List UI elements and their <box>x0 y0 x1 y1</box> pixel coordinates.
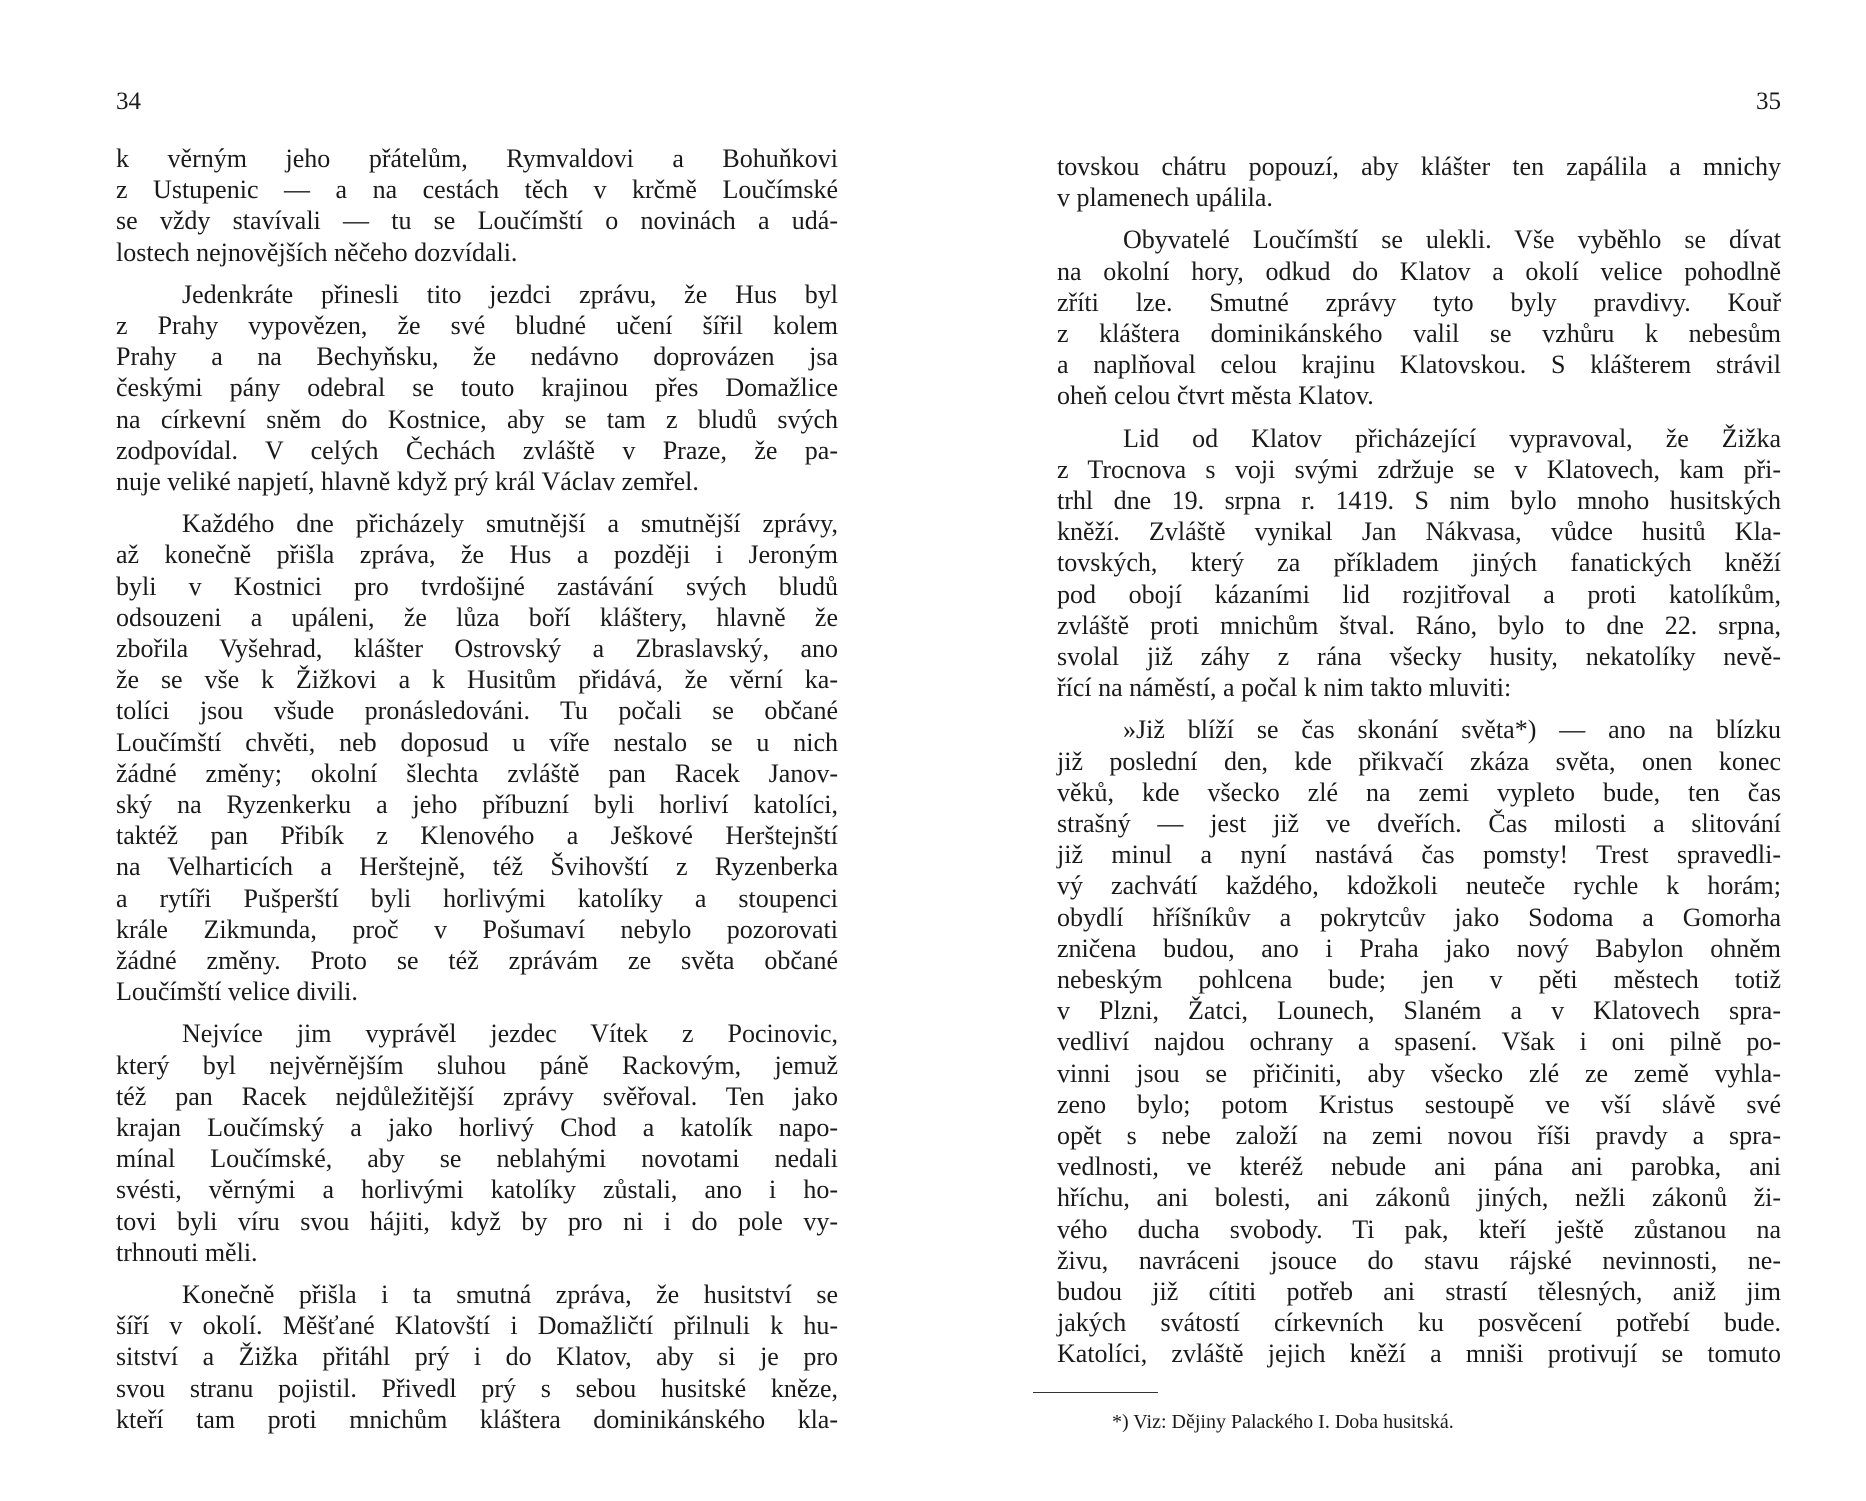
text-line: věků, kde všecko zlé na zemi vypleto bude, ten čas <box>1057 777 1781 807</box>
text-line: vého ducha svobody. Ti pak, kteří ještě zůstanou na <box>1057 1214 1781 1244</box>
text-line: též pan Racek nejdůležitější zprávy svěřoval. Ten jako <box>116 1081 838 1111</box>
text-line: Loučímští velice divili. <box>116 977 358 1007</box>
text-line: Lid od Klatov přicházející vypravoval, že Žižka <box>1123 423 1781 453</box>
text-line: lostech nejnovějších něčeho dozvídali. <box>116 237 518 267</box>
text-line: Prahy a na Bechyňsku, že nedávno doprovázen jsa <box>116 342 838 372</box>
text-line: Loučímští chvěti, neb doposud u víře nestalo se u nich <box>116 727 838 757</box>
text-line: se vždy stavívali — tu se Loučímští o novinách a udá- <box>116 206 838 236</box>
text-line: v plamenech upálila. <box>1057 183 1273 213</box>
text-line: svolal již záhy z rána všecky husity, nekatolíky nevě- <box>1057 642 1781 671</box>
text-line: strašný — jest již ve dveřích. Čas milosti a slitování <box>1057 809 1781 838</box>
text-line: vý zachvátí každého, kdožkoli neuteče rychle k horám; <box>1057 871 1781 901</box>
text-line: krále Zikmunda, proč v Pošumaví nebylo pozorovati <box>116 914 838 944</box>
text-line: zničena budou, ano i Praha jako nový Babylon ohněm <box>1057 933 1781 963</box>
text-line: oheň celou čtvrt města Klatov. <box>1057 381 1374 411</box>
text-line: k věrným jeho přátelům, Rymvaldovi a Bohuňkovi <box>116 144 838 173</box>
text-line: a rytíři Pušperští byli horlivými katolíky a stoupenci <box>116 883 838 913</box>
footnote-divider <box>1033 1392 1158 1393</box>
text-line: českými pány odebral se touto krajinou přes Domažlice <box>116 373 838 403</box>
footnote: *) Viz: Dějiny Palackého I. Doba husitská. <box>1112 1411 1454 1433</box>
text-line: již poslední den, kde přikvačí zkáza světa, onen konec <box>1057 746 1781 776</box>
text-line: na církevní sněm do Kostnice, aby se tam z bludů svých <box>116 404 838 434</box>
text-line: taktéž pan Přibík z Klenového a Ješkové Herštejnští <box>116 821 838 851</box>
text-line: již minul a nyní nastává čas pomsty! Trest spravedli- <box>1057 840 1781 870</box>
text-line: tovskou chátru popouzí, aby klášter ten zapálila a mnichy <box>1057 152 1781 181</box>
text-line: nuje veliké napjetí, hlavně když prý král Václav zemřel. <box>116 467 699 496</box>
text-line: až konečně přišla zpráva, že Hus a později i Jeroným <box>116 540 838 570</box>
text-line: tovi byli víru svou hájiti, když by pro ni i do pole vy- <box>116 1206 838 1236</box>
text-line: živu, navráceni jsouce do stavu rájské nevinnosti, ne- <box>1057 1245 1781 1275</box>
text-line: z Ustupenic — a na cestách těch v krčmě Loučímské <box>116 175 838 205</box>
text-line: ský na Ryzenkerku a jeho příbuzní byli horliví katolíci, <box>116 790 838 819</box>
text-line: Obyvatelé Loučímští se ulekli. Vše vyběhlo se dívat <box>1123 225 1781 255</box>
text-line: svésti, věrnými a horlivými katolíky zůstali, ano i ho- <box>116 1175 838 1205</box>
text-line: z kláštera dominikánského valil se vzhůru k nebesům <box>1057 319 1781 348</box>
page-number: 35 <box>1756 88 1781 115</box>
text-line: řící na náměstí, a počal k nim takto mluviti: <box>1057 673 1512 703</box>
text-line: odsouzeni a upáleni, že lůza boří kláštery, hlavně že <box>116 602 838 632</box>
text-line: hříchu, ani bolesti, ani zákonů jiných, nežli zákonů ži- <box>1057 1183 1781 1213</box>
text-line: tovských, který za příkladem jiných fanatických kněží <box>1057 548 1781 578</box>
text-line: zvláště proti mnichům štval. Ráno, bylo to dne 22. srpna, <box>1057 610 1781 640</box>
text-line: krajan Loučímský a jako horlivý Chod a katolík napo- <box>116 1113 838 1142</box>
page-number: 34 <box>116 88 141 115</box>
text-line: byli v Kostnici pro tvrdošijné zastávání svých bludů <box>116 571 838 601</box>
text-line: Jedenkráte přinesli tito jezdci zprávu, že Hus byl <box>182 279 838 309</box>
text-line: vedlnosti, ve kteréž nebude ani pána ani parobka, ani <box>1057 1152 1781 1182</box>
text-line: obydlí hříšníkův a pokrytcův jako Sodoma a Gomorha <box>1057 902 1781 932</box>
text-line: nebeským pohlcena bude; jen v pěti městech totiž <box>1057 965 1781 994</box>
text-line: Nejvíce jim vyprávěl jezdec Vítek z Pocinovic, <box>182 1019 838 1049</box>
text-line: z Trocnova s voji svými zdržuje se v Klatovech, kam při- <box>1057 454 1781 484</box>
text-line: trhl dne 19. srpna r. 1419. S nim bylo mnoho husitských <box>1057 486 1781 515</box>
text-line: zříti lze. Smutné zprávy tyto byly pravdivy. Kouř <box>1057 287 1781 317</box>
text-line: zodpovídal. V celých Čechách zvláště v Praze, že pa- <box>116 435 838 465</box>
text-line: tolíci jsou všude pronásledováni. Tu počali se občané <box>116 696 838 726</box>
text-line: z Prahy vypovězen, že své bludné učení šířil kolem <box>116 311 838 340</box>
text-line: mínal Loučímské, aby se neblahými novotami nedali <box>116 1144 838 1174</box>
text-line: kteří tam proti mnichům kláštera dominikánského kla- <box>116 1404 838 1434</box>
text-line: pod obojí kázaními lid rozjitřoval a proti katolíkům, <box>1057 579 1781 609</box>
text-line: sitství a Žižka přitáhl prý i do Klatov, aby si je pro <box>116 1342 838 1372</box>
text-line: v Plzni, Žatci, Lounech, Slaném a v Klatovech spra- <box>1057 996 1781 1026</box>
text-line: budou již cítiti potřeb ani strastí tělesných, aniž jim <box>1057 1277 1781 1306</box>
text-line: Každého dne přicházely smutnější a smutnější zprávy, <box>182 509 838 539</box>
text-line: »Již blíží se čas skonání světa*) — ano na blízku <box>1123 715 1781 745</box>
text-line: svou stranu pojistil. Přivedl prý s sebou husitské kněze, <box>116 1373 838 1403</box>
text-line: opět s nebe založí na zemi novou říši pravdy a spra- <box>1057 1121 1781 1150</box>
text-line: Katolíci, zvláště jejich kněží a mniši protivují se tomuto <box>1057 1339 1781 1369</box>
text-line: na Velharticích a Herštejně, též Švihovští z Ryzenberka <box>116 852 838 882</box>
text-line: na okolní hory, odkud do Klatov a okolí velice pohodlně <box>1057 256 1781 286</box>
text-line: žádné změny. Proto se též zprávám ze světa občané <box>116 946 838 975</box>
text-line: šíří v okolí. Měšťané Klatovští i Domažličtí přilnuli k hu- <box>116 1311 838 1341</box>
text-line: kněží. Zvláště vynikal Jan Nákvasa, vůdce husitů Kla- <box>1057 517 1781 547</box>
left-page <box>116 0 838 1501</box>
right-page <box>1057 0 1781 1501</box>
text-line: zeno bylo; potom Kristus sestoupě ve vší slávě své <box>1057 1089 1781 1119</box>
text-line: jakých svátostí církevních ku posvěcení potřebí bude. <box>1057 1308 1781 1338</box>
text-line: zbořila Vyšehrad, klášter Ostrovský a Zbraslavský, ano <box>116 634 838 663</box>
text-line: že se vše k Žižkovi a k Husitům přidává, že věrní ka- <box>116 665 838 695</box>
text-line: vinni jsou se přičiniti, aby všecko zlé ze země vyhla- <box>1057 1058 1781 1088</box>
text-line: žádné změny; okolní šlechta zvláště pan Racek Janov- <box>116 758 838 788</box>
text-line: a naplňoval celou krajinu Klatovskou. S klášterem strávil <box>1057 350 1781 380</box>
text-line: který byl nejvěrnějším sluhou páně Rackovým, jemuž <box>116 1050 838 1080</box>
text-line: vedliví najdou ochrany a spasení. Však i oni pilně po- <box>1057 1027 1781 1057</box>
text-line: Konečně přišla i ta smutná zpráva, že husitství se <box>182 1280 838 1309</box>
text-line: trhnouti měli. <box>116 1237 258 1267</box>
